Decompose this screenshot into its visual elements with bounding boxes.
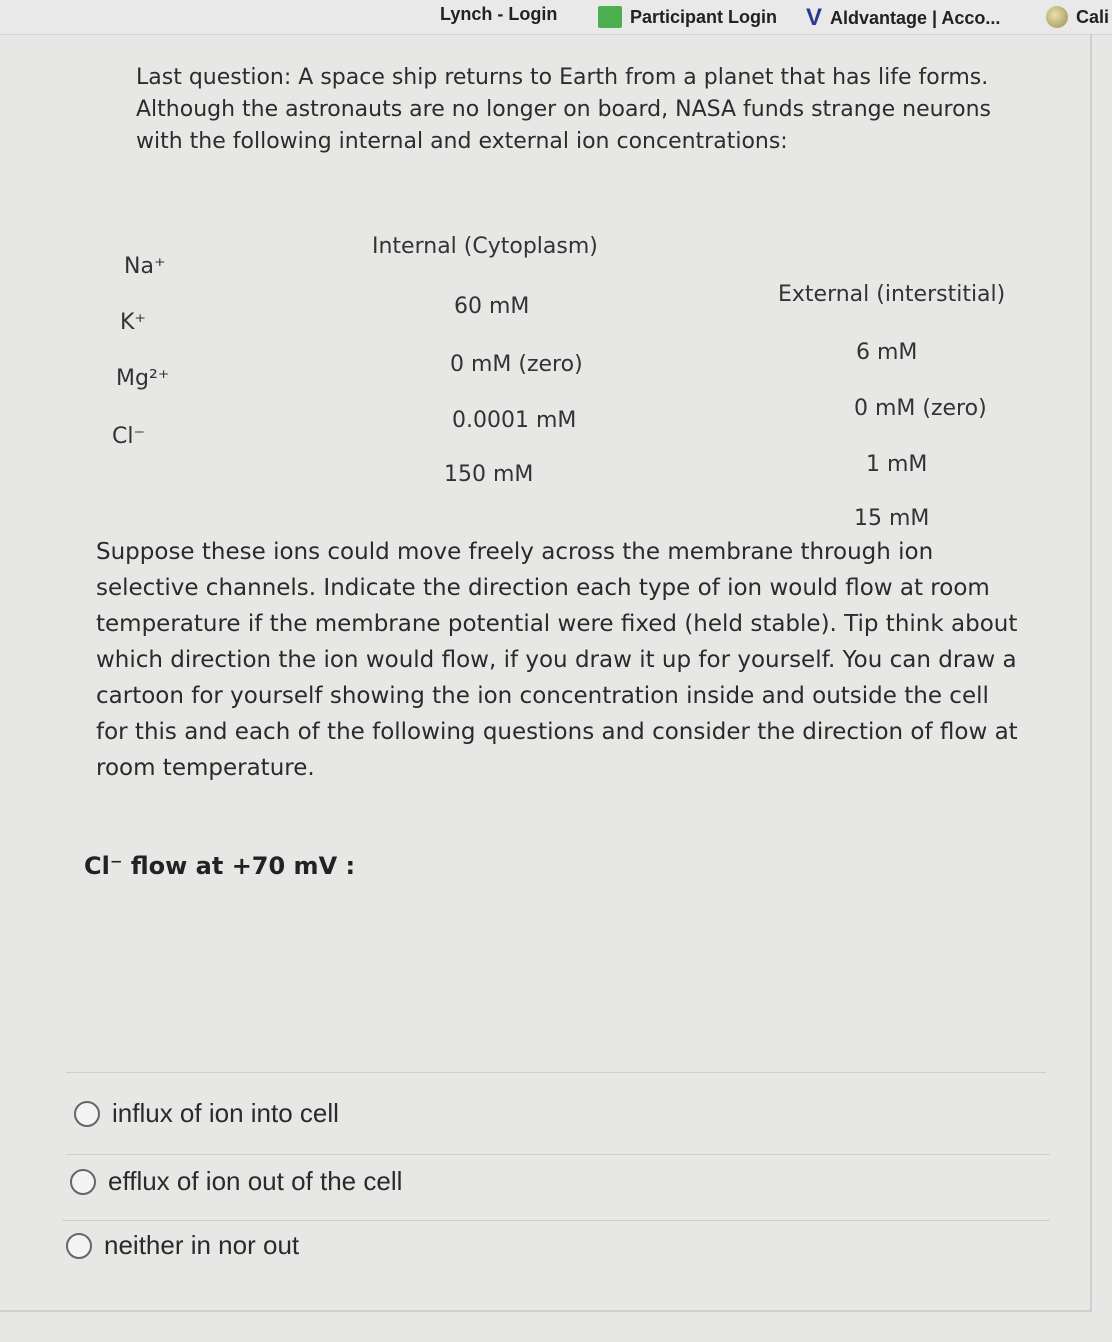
na-internal: 60 mM bbox=[454, 294, 530, 319]
bookmark-cali[interactable] bbox=[1046, 6, 1109, 28]
question-panel bbox=[0, 34, 1092, 1312]
bookmark-label: Participant Login bbox=[630, 6, 778, 27]
bookmarks-bar bbox=[0, 0, 1112, 35]
divider bbox=[62, 1220, 1050, 1221]
option-neither[interactable] bbox=[66, 1230, 299, 1261]
internal-header: Internal (Cytoplasm) bbox=[372, 234, 598, 259]
k-external: 0 mM (zero) bbox=[854, 396, 987, 421]
question-instructions: Suppose these ions could move freely across the membrane through ion selective channels. Indicate the direction each type of ion would flow at room temperature if the membrane potential were fixed (held stable). Tip think about which direction the ion would flow, if you draw it up for yourself. You can draw a cartoon for yourself showing the ion concentration inside and outside the cell for this and each of the following questions and consider the direction of flow at room temperature. bbox=[96, 539, 1018, 781]
bookmark-label: Lynch - Login bbox=[440, 4, 558, 24]
option-label: efflux of ion out of the cell bbox=[108, 1166, 403, 1196]
option-influx[interactable] bbox=[74, 1098, 339, 1129]
ion-label-k: K⁺ bbox=[120, 310, 147, 335]
mg-internal: 0.0001 mM bbox=[452, 408, 577, 433]
ion-label-mg: Mg²⁺ bbox=[116, 366, 170, 391]
globe-icon bbox=[1046, 6, 1068, 28]
v-logo-icon: V bbox=[806, 4, 823, 31]
green-square-icon bbox=[598, 6, 622, 28]
radio-button[interactable] bbox=[66, 1233, 92, 1259]
na-external: 6 mM bbox=[856, 340, 918, 365]
bookmark-label: Cali bbox=[1076, 6, 1110, 27]
ion-label-cl: Cl⁻ bbox=[112, 424, 146, 449]
option-label: influx of ion into cell bbox=[112, 1098, 339, 1128]
bookmark-aldvantage[interactable] bbox=[806, 4, 1000, 32]
divider bbox=[66, 1072, 1046, 1073]
divider bbox=[66, 1154, 1050, 1155]
cl-internal: 150 mM bbox=[444, 462, 534, 487]
k-internal: 0 mM (zero) bbox=[450, 352, 583, 377]
radio-button[interactable] bbox=[74, 1101, 100, 1127]
option-label: neither in nor out bbox=[104, 1230, 300, 1260]
bookmark-label: Aldvantage | Acco... bbox=[830, 7, 1001, 28]
question-prompt: Cl⁻ flow at +70 mV : bbox=[84, 852, 356, 880]
option-efflux[interactable] bbox=[70, 1166, 402, 1197]
bookmark-participant-login[interactable] bbox=[598, 6, 777, 28]
ion-label-na: Na⁺ bbox=[124, 254, 166, 279]
radio-button[interactable] bbox=[70, 1169, 96, 1195]
cl-external: 15 mM bbox=[854, 506, 930, 531]
bookmark-lynch-login[interactable] bbox=[440, 4, 557, 25]
external-header: External (interstitial) bbox=[778, 282, 1006, 307]
mg-external: 1 mM bbox=[866, 452, 928, 477]
question-intro: Last question: A space ship returns to Earth from a planet that has life forms. Although the astronauts are no longer on board, NASA funds strange neurons with the following internal and external ion concentrations: bbox=[136, 65, 991, 154]
